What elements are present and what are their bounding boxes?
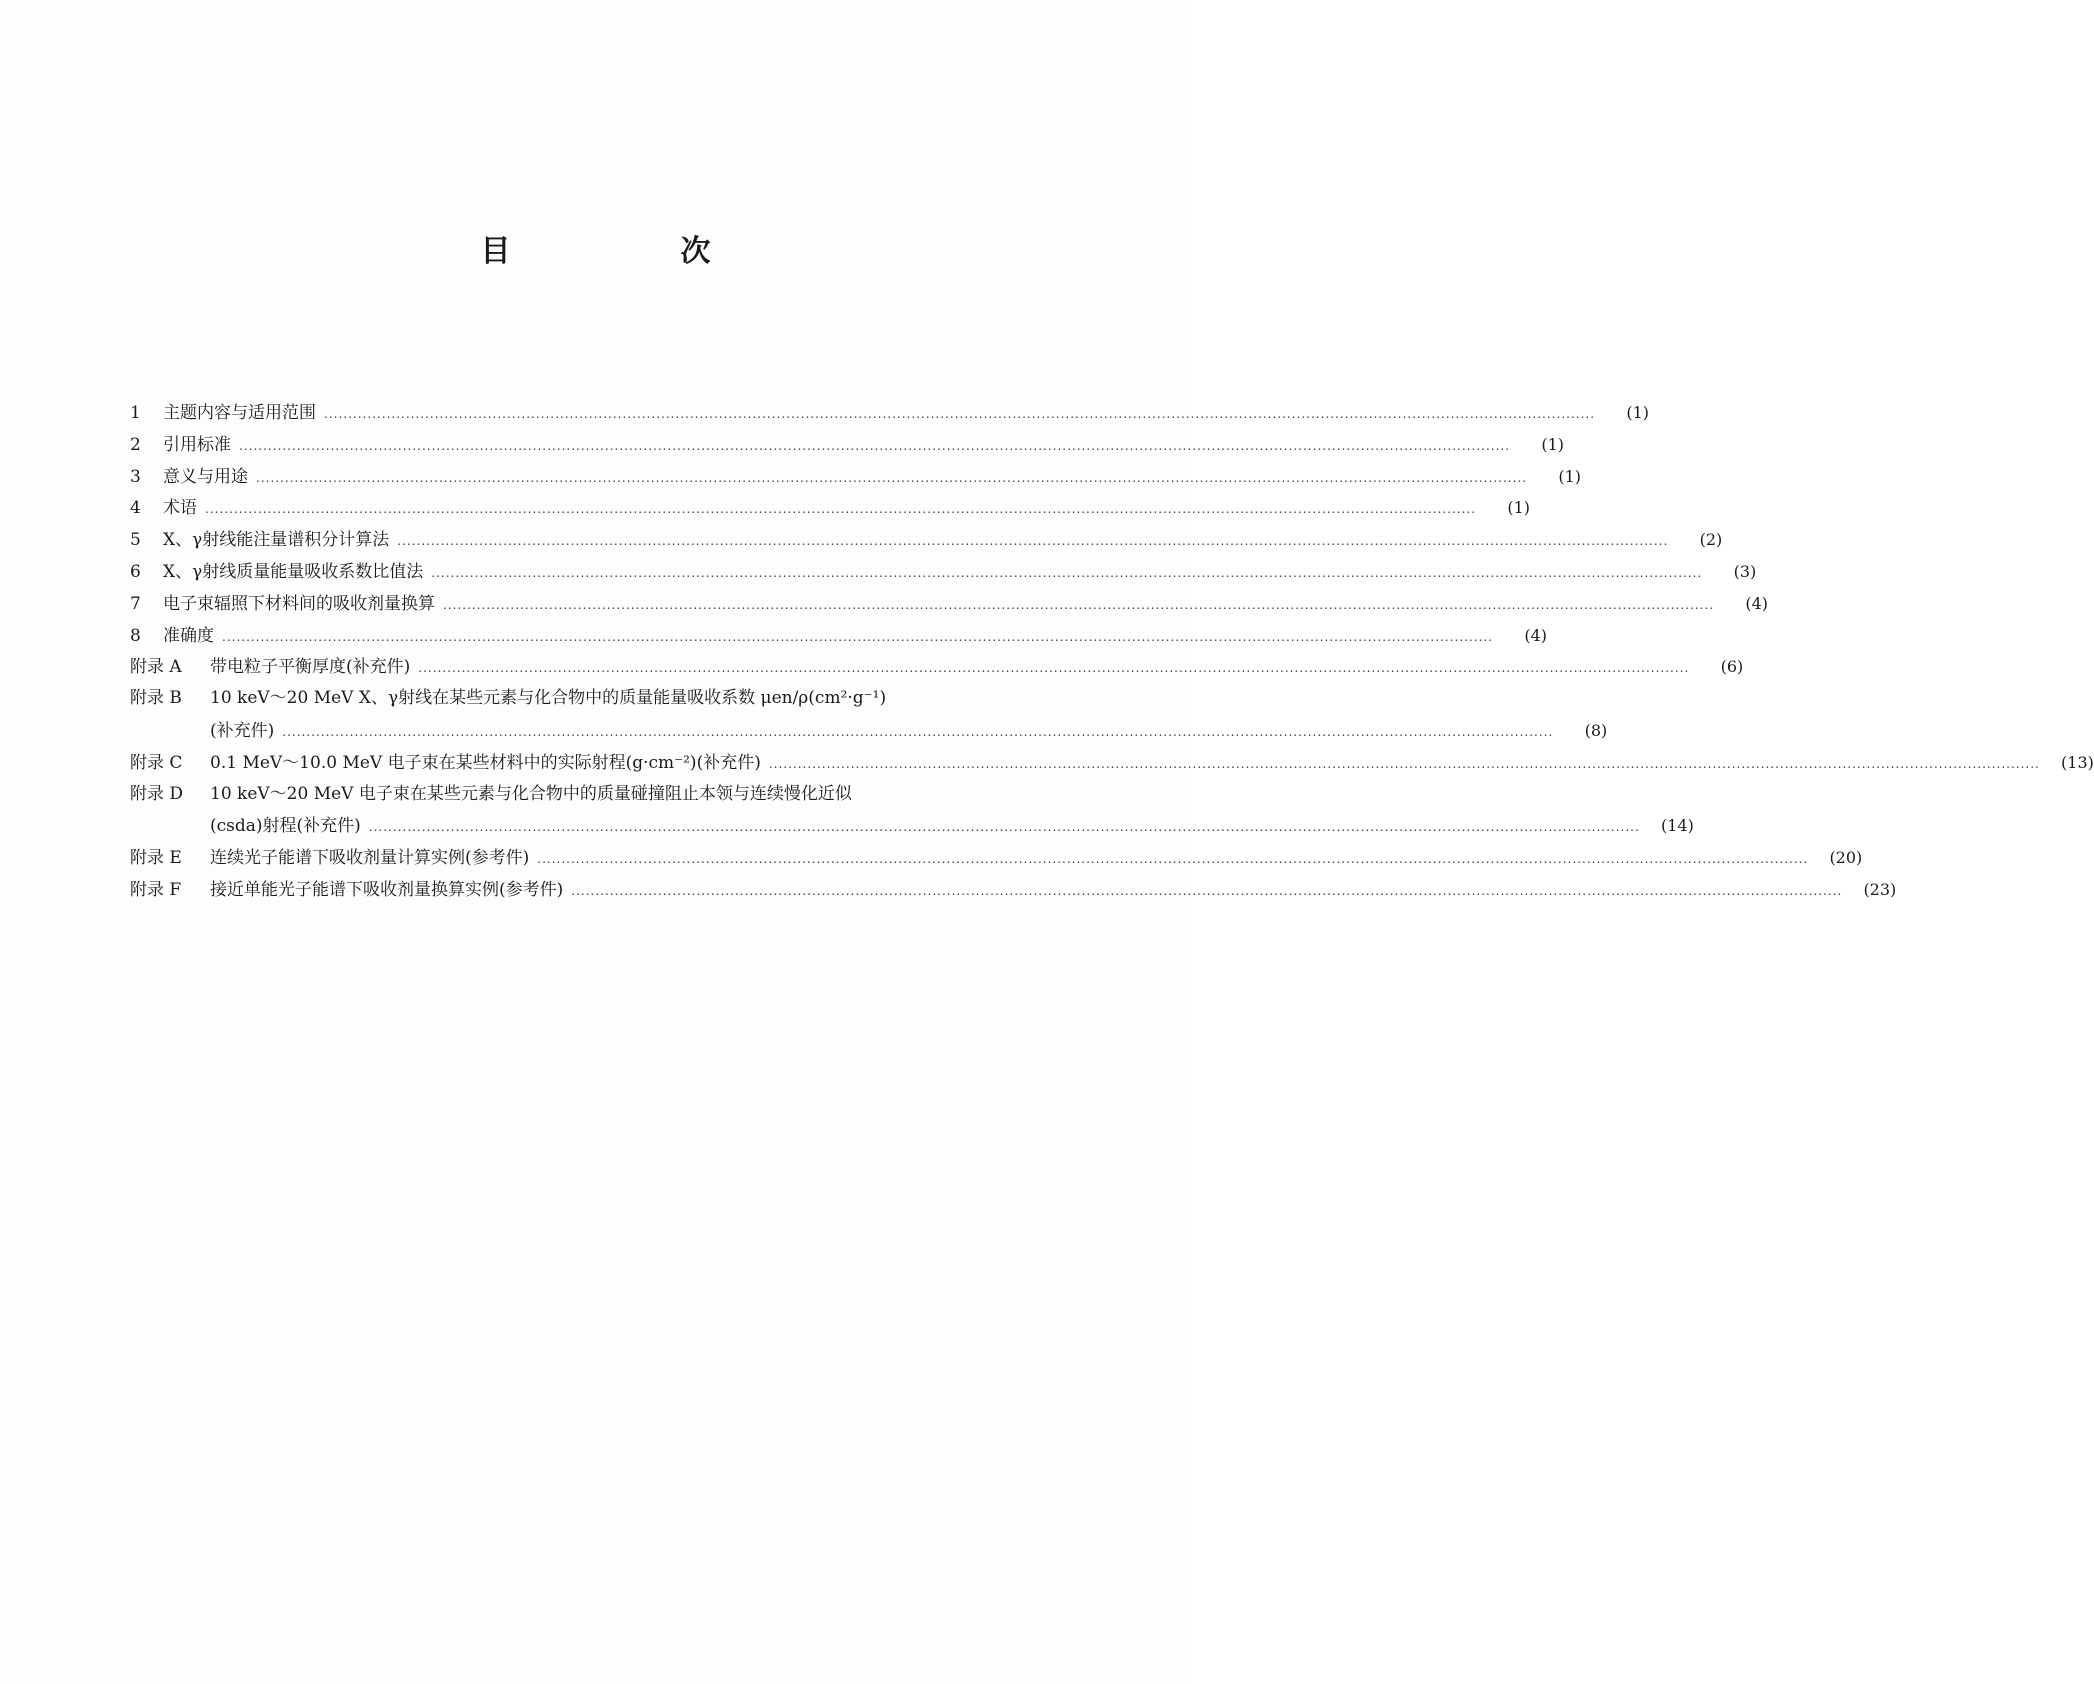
toc-appendix-title: 带电粒子平衡厚度(补充件) [210, 657, 411, 678]
toc-entry-number: 2 [130, 434, 141, 455]
dot-leader [418, 653, 1689, 685]
toc-entry-number: 1 [130, 403, 141, 423]
toc-entry-title: 电子束辐照下材料间的吸收剂量换算 [163, 593, 435, 614]
toc-entry-page: (1) [1507, 498, 1531, 518]
toc-entry-page: (1) [1626, 403, 1650, 422]
dot-leader [537, 844, 1808, 876]
toc-entry-title: X、γ射线能注量谱积分计算法 [163, 530, 390, 551]
toc-appendix-label: 附录 C [130, 752, 183, 773]
toc-entry-number: 6 [130, 561, 141, 582]
toc-entry-number: 3 [130, 466, 141, 487]
toc-entry-4[interactable] [130, 492, 1531, 524]
toc-appendix-title: 接近单能光子能谱下吸收剂量换算实例(参考件) [210, 879, 564, 900]
dot-leader [222, 622, 1493, 654]
toc-appendix-label: 附录 B [130, 688, 182, 709]
toc-entry-6[interactable] [130, 556, 1757, 588]
toc-entry-7[interactable] [130, 588, 1769, 620]
dot-leader [369, 812, 1640, 844]
dot-leader [205, 494, 1476, 526]
toc-appendix-page: (23) [1863, 879, 1897, 899]
table-of-contents [130, 397, 2094, 906]
toc-appendix-page: (20) [1829, 848, 1863, 868]
toc-entry-number: 8 [130, 625, 141, 646]
toc-entry-title: 引用标准 [163, 434, 231, 455]
toc-entry-1[interactable] [130, 397, 1650, 429]
toc-entry-page: (4) [1745, 593, 1769, 613]
toc-entry-title: 术语 [163, 498, 197, 519]
toc-entry-3[interactable] [130, 461, 1582, 493]
dot-leader [239, 431, 1510, 463]
toc-entry-page: (4) [1524, 625, 1548, 645]
dot-leader [443, 590, 1714, 622]
toc-appendix-label: 附录 D [130, 783, 184, 804]
toc-appendix-title: 连续光子能谱下吸收剂量计算实例(参考件) [210, 848, 530, 869]
page-title: 目 次 [480, 234, 781, 269]
toc-appendix-b[interactable] [130, 683, 1608, 747]
dot-leader [256, 463, 1527, 495]
toc-appendix-label: 附录 A [130, 657, 182, 678]
toc-entry-number: 5 [130, 530, 141, 551]
toc-appendix-a[interactable] [130, 651, 1744, 683]
toc-entry-5[interactable] [130, 524, 1723, 556]
toc-entry-number: 4 [130, 498, 141, 519]
toc-appendix-title-continued: (csda)射程(补充件) [210, 816, 361, 837]
toc-appendix-d[interactable] [130, 779, 1694, 843]
dot-leader [769, 749, 2040, 781]
toc-appendix-page: (13) [2061, 752, 2094, 772]
toc-appendix-e[interactable] [130, 842, 1863, 874]
dot-leader [282, 717, 1553, 749]
dot-leader [324, 399, 1595, 431]
toc-appendix-title: 10 keV～20 MeV X、γ射线在某些元素与化合物中的质量能量吸收系数 μen/ρ(cm²·g⁻¹) [210, 688, 887, 709]
toc-entry-title: 主题内容与适用范围 [163, 403, 316, 423]
toc-appendix-c[interactable] [130, 747, 2094, 779]
dot-leader [571, 876, 1842, 908]
toc-appendix-page: (6) [1720, 657, 1744, 677]
toc-entry-page: (2) [1699, 530, 1723, 550]
toc-appendix-title: 0.1 MeV～10.0 MeV 电子束在某些材料中的实际射程(g·cm⁻²)(补充件) [210, 752, 761, 773]
dot-leader [397, 526, 1668, 558]
toc-appendix-page: (8) [1584, 720, 1608, 740]
toc-appendix-title: 10 keV～20 MeV 电子束在某些元素与化合物中的质量碰撞阻止本领与连续慢化近似 [210, 783, 852, 804]
toc-entry-2[interactable] [130, 429, 1565, 461]
toc-entry-page: (3) [1733, 561, 1757, 581]
toc-entry-title: 准确度 [163, 625, 214, 646]
toc-appendix-f[interactable] [130, 874, 1897, 906]
toc-appendix-page: (14) [1660, 816, 1694, 836]
toc-entry-page: (1) [1558, 466, 1582, 486]
dot-leader [431, 558, 1702, 590]
toc-appendix-label: 附录 E [130, 848, 182, 869]
toc-appendix-label: 附录 F [130, 879, 182, 900]
toc-appendix-title-continued: (补充件) [210, 720, 275, 741]
toc-entry-title: X、γ射线质量能量吸收系数比值法 [163, 561, 424, 582]
toc-entry-title: 意义与用途 [163, 466, 248, 487]
toc-entry-page: (1) [1541, 434, 1565, 454]
toc-entry-8[interactable] [130, 620, 1548, 652]
toc-entry-number: 7 [130, 593, 141, 614]
